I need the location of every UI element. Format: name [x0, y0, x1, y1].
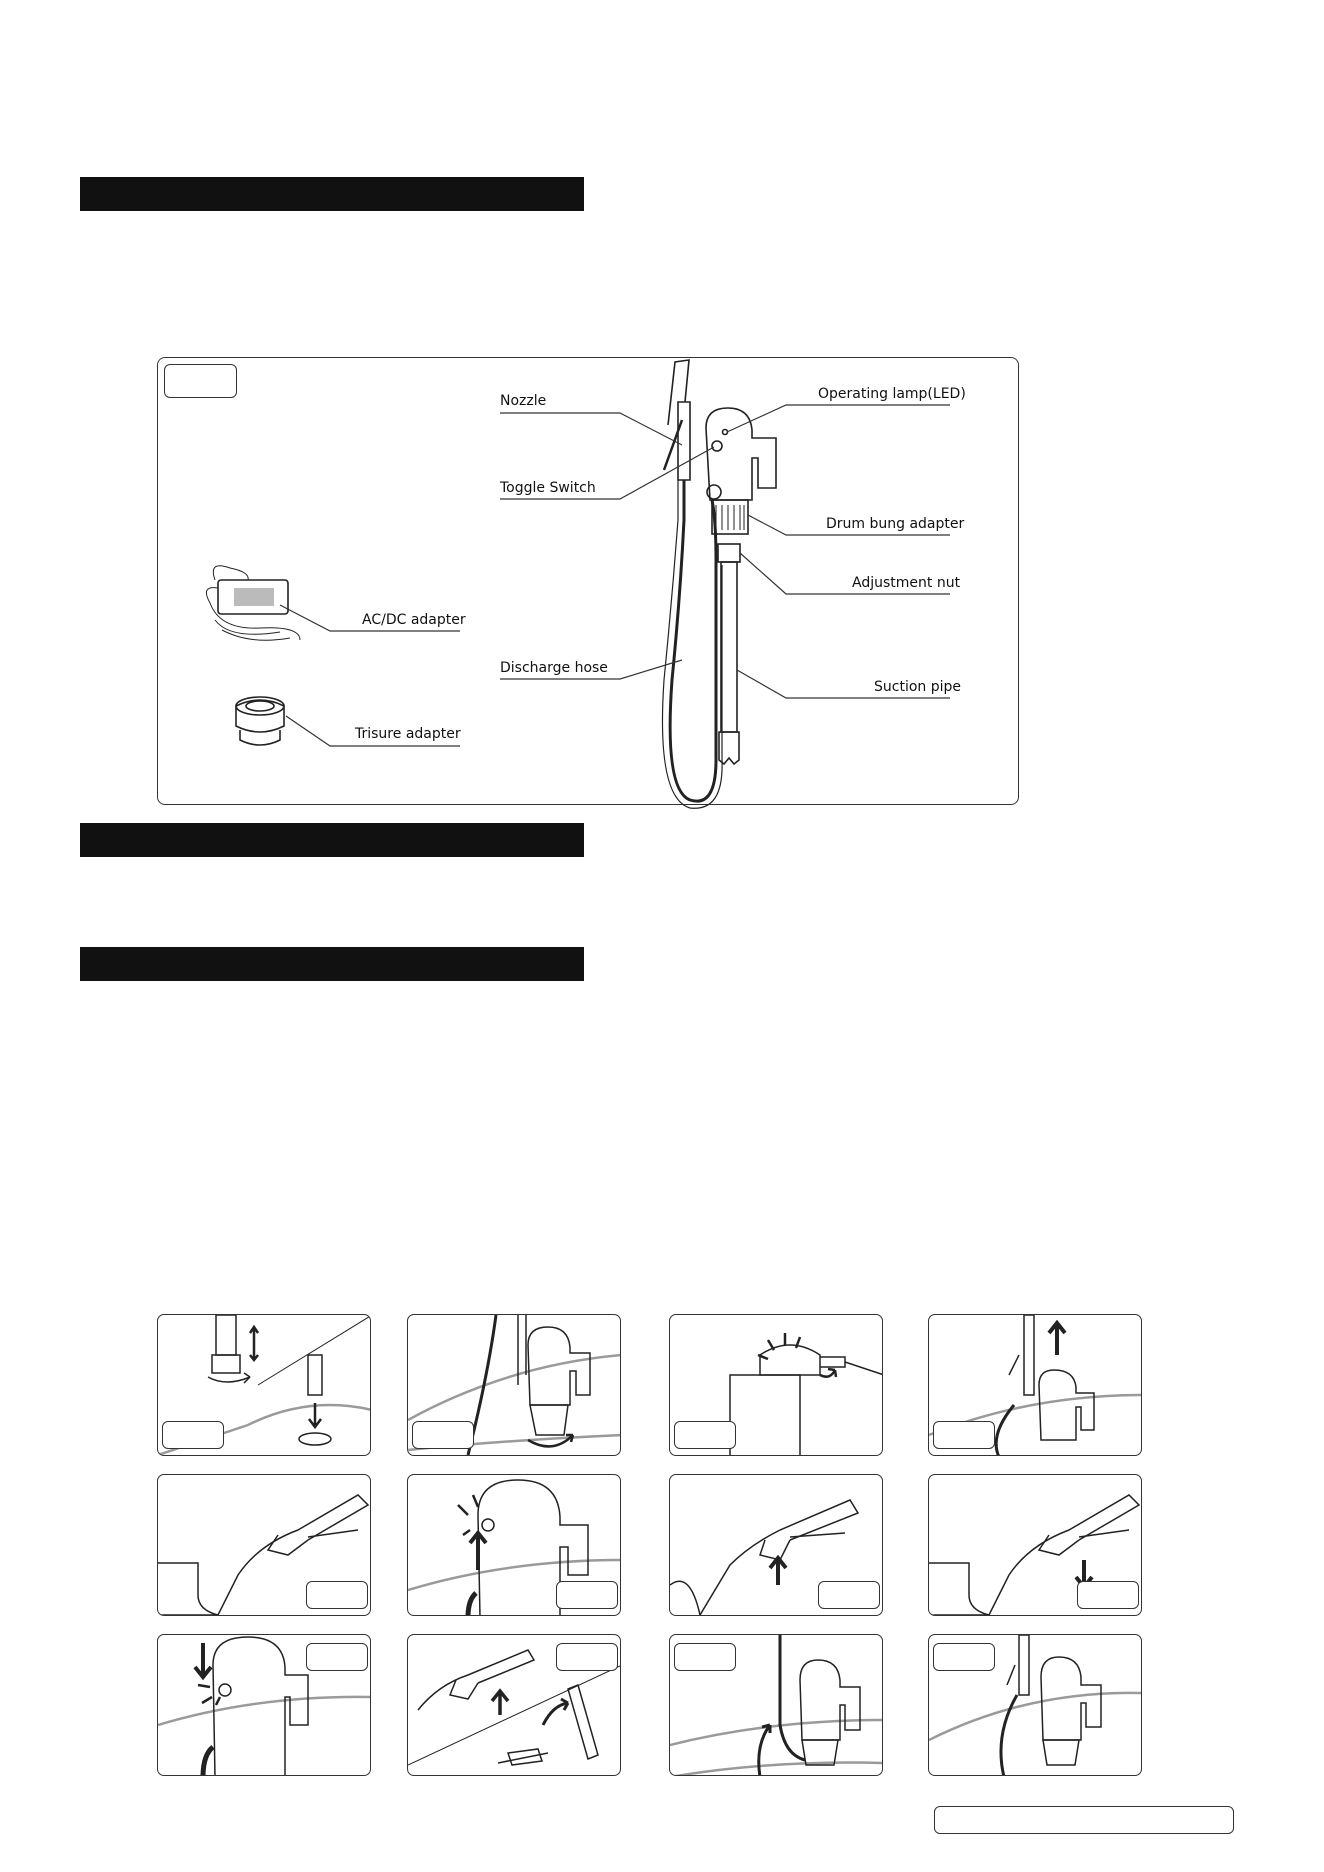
nozzle-lever-shape: [664, 420, 682, 470]
label-suction-pipe: Suction pipe: [874, 679, 962, 695]
suction-pipe-shape: [721, 562, 737, 732]
step-panel-10: [407, 1634, 621, 1776]
label-adjustment-nut: Adjustment nut: [852, 575, 961, 591]
label-toggle-switch: Toggle Switch: [500, 480, 596, 496]
label-trisure-adapter: Trisure adapter: [355, 726, 461, 742]
step-panel-11: [669, 1634, 883, 1776]
step-tag-6: [556, 1581, 618, 1609]
drum-bung-adapter-shape: [712, 500, 748, 534]
label-discharge-hose: Discharge hose: [500, 660, 608, 676]
step-tag-1: [162, 1421, 224, 1449]
step-panel-8: [928, 1474, 1142, 1616]
step-tag-12: [933, 1643, 995, 1671]
step-panel-4: [928, 1314, 1142, 1456]
step-panel-6: [407, 1474, 621, 1616]
step-tag-9: [306, 1643, 368, 1671]
nozzle-handle-shape: [678, 402, 690, 480]
step-tag-5: [306, 1581, 368, 1609]
trisure-adapter-shape: [236, 700, 284, 732]
step-tag-8: [1077, 1581, 1139, 1609]
step-tag-10: [556, 1643, 618, 1671]
step-panel-7: [669, 1474, 883, 1616]
step-panel-1: [157, 1314, 371, 1456]
step-tag-7: [818, 1581, 880, 1609]
step-tag-3: [674, 1421, 736, 1449]
step-panel-9: [157, 1634, 371, 1776]
step-panel-2: [407, 1314, 621, 1456]
toggle-switch-shape: [712, 441, 722, 451]
label-acdc-adapter: AC/DC adapter: [362, 612, 466, 628]
step-panel-3: [669, 1314, 883, 1456]
step-tag-11: [674, 1643, 736, 1671]
adjustment-nut-shape: [718, 544, 740, 562]
label-drum-bung-adapter: Drum bung adapter: [826, 516, 965, 532]
operating-lamp-shape: [723, 430, 728, 435]
step-tag-2: [412, 1421, 474, 1449]
step-panel-5: [157, 1474, 371, 1616]
step-panel-12: [928, 1634, 1142, 1776]
label-nozzle: Nozzle: [500, 393, 547, 409]
footer-box: [934, 1806, 1234, 1834]
step-tag-4: [933, 1421, 995, 1449]
label-operating-lamp: Operating lamp(LED): [818, 386, 966, 402]
